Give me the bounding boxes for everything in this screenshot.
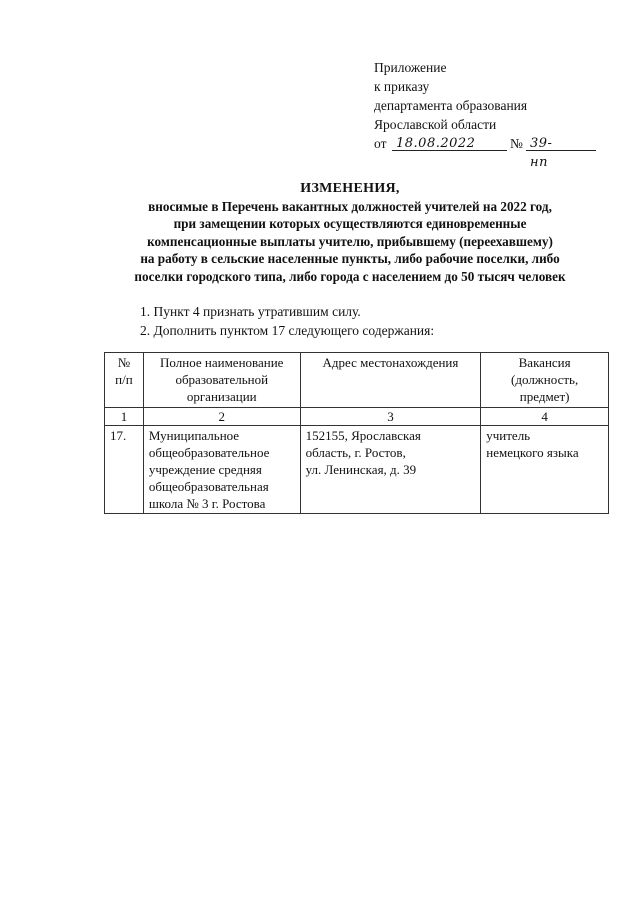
column-number-row: [105, 408, 609, 426]
approval-line: департамента образования: [374, 98, 528, 113]
table-header-row: [105, 353, 609, 408]
title-line: при замещении которых осуществляются единовременные: [173, 216, 527, 232]
column-number: 3: [300, 408, 481, 426]
approval-line: к приказу: [374, 79, 430, 94]
header-number: № п/п: [105, 353, 144, 408]
title-line: на работу в сельские населенные пункты, либо рабочие поселки, либо: [140, 251, 560, 267]
approval-line: Приложение: [374, 60, 447, 75]
list-item: 1. Пункт 4 признать утратившим силу.: [140, 304, 361, 319]
header-address: Адрес местонахождения: [300, 353, 481, 408]
address-cell: 152155, Ярославская область, г. Ростов, ул. Ленинская, д. 39: [300, 426, 481, 514]
number-label: №: [510, 136, 523, 151]
row-number: 17.: [105, 426, 144, 514]
changes-list: [140, 302, 434, 340]
vacancies-table: [104, 352, 609, 514]
document-title: [90, 180, 610, 286]
title-main: ИЗМЕНЕНИЯ,: [300, 181, 400, 196]
approval-line: Ярославской области: [374, 117, 497, 132]
title-line: поселки городского типа, либо города с населением до 50 тысяч человек: [134, 268, 566, 284]
vacancy-cell: учитель немецкого языка: [481, 426, 609, 514]
order-number: 39-нп: [530, 136, 553, 170]
approval-block: [374, 58, 553, 170]
order-date: 18.08.2022: [396, 136, 476, 151]
column-number: 4: [481, 408, 609, 426]
column-number: 2: [143, 408, 300, 426]
table-row: [105, 426, 609, 514]
from-label: от: [374, 136, 387, 151]
header-organization: Полное наименование образовательной организации: [143, 353, 300, 408]
organization-cell: Муниципальное общеобразовательное учреждение средняя общеобразовательная школа № 3 г. Ростова: [143, 426, 300, 514]
title-line: вносимые в Перечень вакантных должностей учителей на 2022 год,: [148, 198, 552, 214]
title-line: компенсационные выплаты учителю, прибывшему (переехавшему): [147, 233, 553, 249]
header-vacancy: Вакансия (должность, предмет): [481, 353, 609, 408]
list-item: 2. Дополнить пунктом 17 следующего содержания:: [140, 323, 435, 338]
order-date-number-row: [374, 134, 553, 170]
column-number: 1: [105, 408, 144, 426]
